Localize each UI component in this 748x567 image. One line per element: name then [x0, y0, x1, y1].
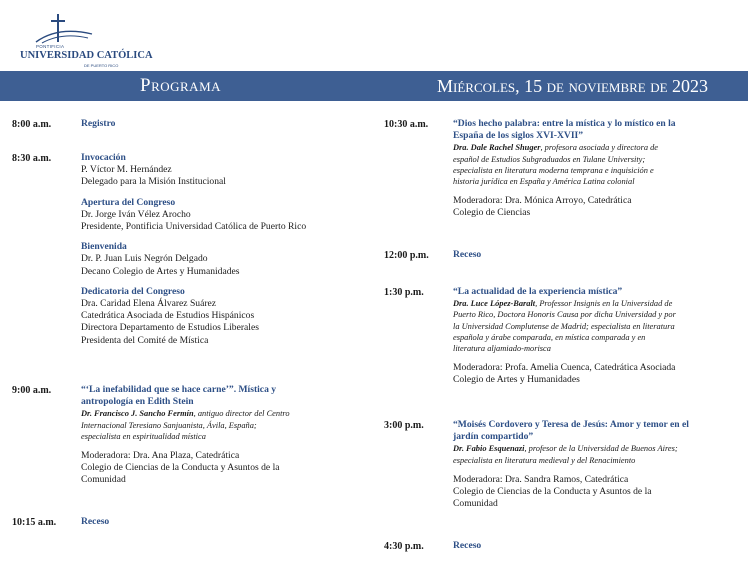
- speaker-name: Dr. Fabio Esquenazi: [453, 444, 525, 454]
- speaker-role: Presidente, Pontificia Universidad Católica de Puerto Rico: [81, 221, 307, 233]
- session-receso: [81, 516, 109, 528]
- logo-sub-text: DE PUERTO RICO: [84, 63, 119, 68]
- speaker-bio: española y árabe comparada, en mística comparada y en: [453, 332, 646, 342]
- program-title: Programa: [140, 75, 222, 96]
- speaker-role: Presidenta del Comité de Mística: [81, 334, 209, 346]
- speaker-bio: especialista en espiritualidad mística: [81, 431, 206, 441]
- session-title: Receso: [453, 540, 482, 551]
- speaker-role: Catedrática Asociada de Estudios Hispánicos: [81, 310, 255, 322]
- speaker-role: Delegado para la Misión Institucional: [81, 176, 226, 188]
- session-title: jardín compartido”: [453, 431, 534, 443]
- session-title: Apertura del Congreso: [81, 196, 176, 208]
- speaker-bio: Internacional Teresiano Sanjuanista, Ávila, España;: [81, 420, 257, 430]
- date-title: Miércoles, 15 de noviembre de 2023: [437, 76, 709, 96]
- moderator-dept: Colegio de Ciencias: [453, 207, 531, 219]
- moderator-dept: Comunidad: [81, 474, 126, 486]
- moderator-dept: Colegio de Ciencias de la Conducta y Asuntos de la: [453, 486, 652, 498]
- moderator: Moderadora: Dra. Sandra Ramos, Catedrática: [453, 473, 629, 485]
- speaker-bio: la Universidad Complutense de Madrid; especialista en literatura: [453, 321, 675, 331]
- session-title: Receso: [453, 249, 482, 260]
- time-label: 4:30 p.m.: [384, 541, 424, 552]
- session-title: “‘La inefabilidad que se hace carne’”. Mística y: [81, 384, 277, 395]
- logo-small-text: PONTIFICIA: [36, 44, 65, 49]
- time-label: 8:30 a.m.: [12, 153, 52, 164]
- speaker-name: Dra. Luce López-Baralt: [453, 299, 536, 309]
- speaker-role: Decano Colegio de Artes y Humanidades: [81, 265, 240, 277]
- session-lecture-stein: [81, 384, 290, 487]
- moderator-dept: Comunidad: [453, 498, 498, 510]
- session-title: Receso: [81, 516, 110, 527]
- speaker-name: Dra. Dale Rachel Shuger: [453, 143, 541, 153]
- session-title: Bienvenida: [81, 241, 127, 253]
- session-lecture-lopez-baralt: [453, 286, 676, 387]
- session-title: Dedicatoria del Congreso: [81, 285, 185, 297]
- session-receso: [453, 249, 481, 261]
- moderator-dept: Colegio de Artes y Humanidades: [453, 374, 580, 386]
- session-opening: [81, 152, 306, 347]
- speaker-bio: Puerto Rico, Doctora Honoris Causa por dicha Universidad y por: [453, 310, 676, 320]
- session-title: Invocación: [81, 152, 126, 163]
- session-title: España de los siglos XVI-XVII”: [453, 130, 584, 142]
- speaker-name: Dra. Caridad Elena Álvarez Suárez: [81, 298, 217, 310]
- time-label: 10:15 a.m.: [12, 517, 57, 528]
- session-registro: [81, 118, 115, 130]
- header-band: [0, 71, 748, 101]
- speaker-bio: especialista en literatura medieval y del Renacimiento: [453, 455, 636, 465]
- session-lecture-esquenazi: [453, 419, 689, 510]
- speaker-name: Dr. Jorge Iván Vélez Arocho: [81, 208, 191, 220]
- session-lecture-shuger: [453, 118, 676, 220]
- speaker-bio: historia jurídica en España y América Latina colonial: [453, 177, 635, 187]
- speaker-bio: Dra. Luce López-Baralt, Professor Insignis en la Universidad de: [453, 299, 673, 309]
- cross-emblem-icon: [32, 12, 122, 46]
- speaker-name: Dr. P. Juan Luis Negrón Delgado: [81, 253, 208, 265]
- time-label: 8:00 a.m.: [12, 119, 52, 130]
- time-label: 12:00 p.m.: [384, 250, 429, 261]
- time-label: 10:30 a.m.: [384, 119, 429, 130]
- time-label: 1:30 p.m.: [384, 287, 424, 298]
- speaker-bio: Dr. Fabio Esquenazi, profesor de la Universidad de Buenos Aires;: [453, 444, 678, 454]
- session-title: “Moisés Cordovero y Teresa de Jesús: Amor y temor en el: [453, 419, 689, 430]
- speaker-bio: especialista en literatura moderna temprana e inquisición e: [453, 165, 654, 175]
- speaker-bio: Dr. Francisco J. Sancho Fermín, antiguo director del Centro: [81, 409, 290, 419]
- session-title: antropología en Edith Stein: [81, 396, 194, 408]
- moderator: Moderadora: Dra. Ana Plaza, Catedrática: [81, 450, 240, 462]
- speaker-bio: literatura aljamiado-morisca: [453, 344, 551, 354]
- speaker-bio: Dra. Dale Rachel Shuger, profesora asociada y directora de: [453, 143, 659, 153]
- session-receso: [453, 540, 481, 552]
- moderator: Moderadora: Profa. Amelia Cuenca, Catedrática Asociada: [453, 362, 676, 374]
- moderator: Moderadora: Dra. Mónica Arroyo, Catedrática: [453, 195, 632, 207]
- time-label: 9:00 a.m.: [12, 385, 52, 396]
- time-label: 3:00 p.m.: [384, 420, 424, 431]
- speaker-role: Directora Departamento de Estudios Liberales: [81, 322, 259, 334]
- session-title: “La actualidad de la experiencia mística”: [453, 286, 623, 297]
- logo-main-text: UNIVERSIDAD CATÓLICA: [20, 50, 153, 61]
- university-logo: [14, 10, 153, 68]
- speaker-name: P. Víctor M. Hernández: [81, 164, 172, 176]
- session-title: “Dios hecho palabra: entre la mística y lo místico en la: [453, 118, 676, 129]
- moderator-dept: Colegio de Ciencias de la Conducta y Asuntos de la: [81, 462, 280, 474]
- speaker-bio: español de Estudios Subgraduados en Tulane University;: [453, 154, 646, 164]
- session-title: Registro: [81, 118, 116, 129]
- speaker-name: Dr. Francisco J. Sancho Fermín: [81, 409, 194, 419]
